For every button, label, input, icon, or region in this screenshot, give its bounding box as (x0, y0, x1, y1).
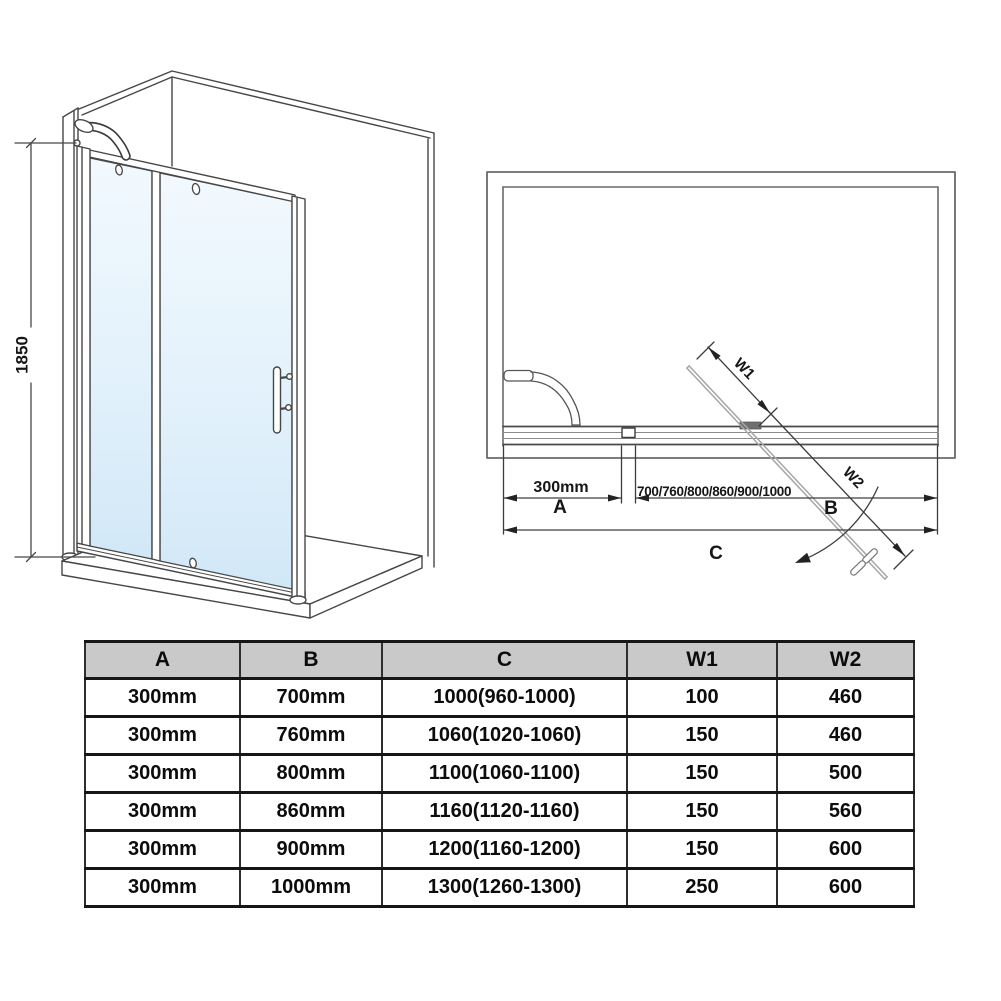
side-wall-edge (62, 108, 78, 561)
table-cell: 460 (777, 679, 914, 717)
table-cell: 150 (627, 831, 777, 869)
center-mullion (152, 169, 160, 561)
table-row (85, 717, 914, 755)
table-cell: 1160(1120-1160) (382, 793, 627, 831)
size-spec-table (84, 640, 915, 908)
table-row (85, 755, 914, 793)
height-dimension-label: 1850 (12, 336, 32, 374)
table-cell: 150 (627, 755, 777, 793)
table-cell: 600 (777, 831, 914, 869)
w2-dimension (770, 413, 913, 569)
w1-label: W1 (730, 354, 759, 383)
column-header: C (382, 642, 627, 679)
column-header: B (240, 642, 382, 679)
table-cell: 500 (777, 755, 914, 793)
table-row (85, 869, 914, 907)
table-row (85, 679, 914, 717)
c-label: C (709, 543, 723, 564)
table-cell: 800mm (240, 755, 382, 793)
table-cell: 760mm (240, 717, 382, 755)
table-cell: 300mm (85, 793, 240, 831)
table-cell: 1300(1260-1300) (382, 869, 627, 907)
shower-arm (504, 371, 580, 426)
table-cell: 600 (777, 869, 914, 907)
a-label: A (553, 497, 567, 518)
table-cell: 300mm (85, 869, 240, 907)
table-row (85, 793, 914, 831)
table-cell: 250 (627, 869, 777, 907)
table-cell: 300mm (85, 717, 240, 755)
table-cell: 700mm (240, 679, 382, 717)
right-frame-stile (290, 196, 306, 604)
table-cell: 300mm (85, 831, 240, 869)
door-glass-panel (160, 173, 292, 589)
table-cell: 560 (777, 793, 914, 831)
table-cell: 300mm (85, 755, 240, 793)
b-value-label: 700/760/800/860/900/1000 (637, 484, 792, 499)
column-header: W2 (777, 642, 914, 679)
table-cell: 150 (627, 793, 777, 831)
fixed-glass-panel (90, 158, 152, 559)
table-cell: 1100(1060-1100) (382, 755, 627, 793)
table-cell: 1000(960-1000) (382, 679, 627, 717)
table-cell: 460 (777, 717, 914, 755)
w1-dimension (697, 342, 777, 426)
column-header: W1 (627, 642, 777, 679)
door-track (503, 427, 938, 445)
shower-elevation-diagram (12, 71, 434, 618)
b-label: B (824, 498, 838, 519)
column-header: A (85, 642, 240, 679)
table-cell: 860mm (240, 793, 382, 831)
spec-table-head-row (85, 642, 914, 679)
shower-plan-diagram (487, 172, 955, 579)
w2-label: W2 (839, 463, 868, 492)
a-value-label: 300mm (533, 479, 589, 496)
table-cell: 900mm (240, 831, 382, 869)
table-cell: 300mm (85, 679, 240, 717)
table-cell: 100 (627, 679, 777, 717)
table-cell: 1200(1160-1200) (382, 831, 627, 869)
table-cell: 150 (627, 717, 777, 755)
plan-walls (487, 172, 955, 458)
track-bracket (622, 428, 635, 438)
table-cell: 1060(1020-1060) (382, 717, 627, 755)
spec-table-body (85, 679, 914, 907)
table-row (85, 831, 914, 869)
left-frame-stile (77, 146, 90, 546)
table-cell: 1000mm (240, 869, 382, 907)
